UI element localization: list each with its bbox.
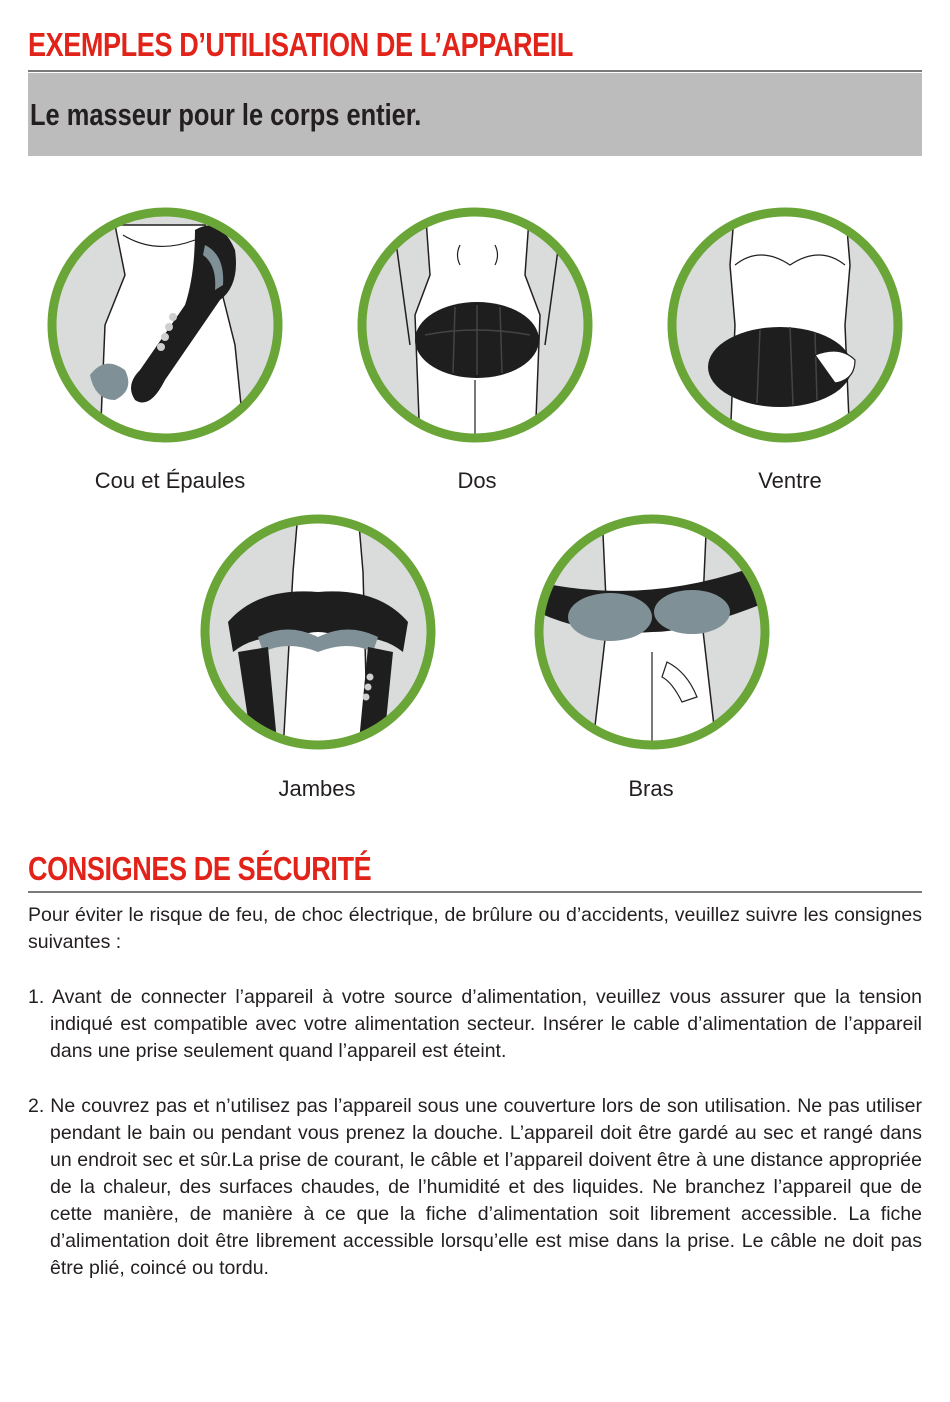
caption-legs: Jambes [278,776,356,801]
neck-shoulders-illustration [45,205,285,445]
safety-item-2: 2. Ne couvrez pas et n’utilisez pas l’appareil sous une couverture lors de son utilisation. Ne pas utiliser pendant le bain ou pendant vous prenez la douche. L’appareil doit être gardé au sec et rangé dans un endroit sec et sûr.La prise de courant, le câble et l’appareil doivent être à une distance appropriée de la chaleur, des surfaces chaudes, de l’humidité et des liquides. Ne branchez l’appareil que de cette manière, de manière à ce que la fiche d’alimentation soit librement accessible. La fiche d’alimentation doit être librement accessible lorsqu’elle est mise dans la prise. Le câble ne doit pas être plié, coincé ou tordu. [28,1095,922,1279]
arms-illustration [532,512,772,752]
safety-title: CONSIGNES DE SÉCURITÉ [28,850,372,887]
caption-arms: Bras [628,776,674,801]
subtitle: Le masseur pour le corps entier. [30,97,422,132]
back-illustration [355,205,595,445]
caption-belly: Ventre [758,468,822,493]
belly-illustration [665,205,905,445]
page-title: EXEMPLES D’UTILISATION DE L’APPAREIL [28,26,574,63]
caption-neck-shoulders: Cou et Épaules [94,468,246,493]
legs-illustration [198,512,438,752]
safety-intro: Pour éviter le risque de feu, de choc électrique, de brûlure ou d’accidents, veuillez suivre les consignes suivantes : [28,904,922,953]
safety-rule [28,891,922,893]
subtitle-bar [28,73,922,156]
caption-back: Dos [457,468,497,493]
title-rule [28,70,922,72]
safety-item-1: 1. Avant de connecter l’appareil à votre source d’alimentation, veuillez vous assurer que la tension indiqué est compatible avec votre alimentation secteur. Insérer le cable d’alimentation de l’appareil dans une prise seulement quand l’appareil est éteint. [28,986,922,1062]
